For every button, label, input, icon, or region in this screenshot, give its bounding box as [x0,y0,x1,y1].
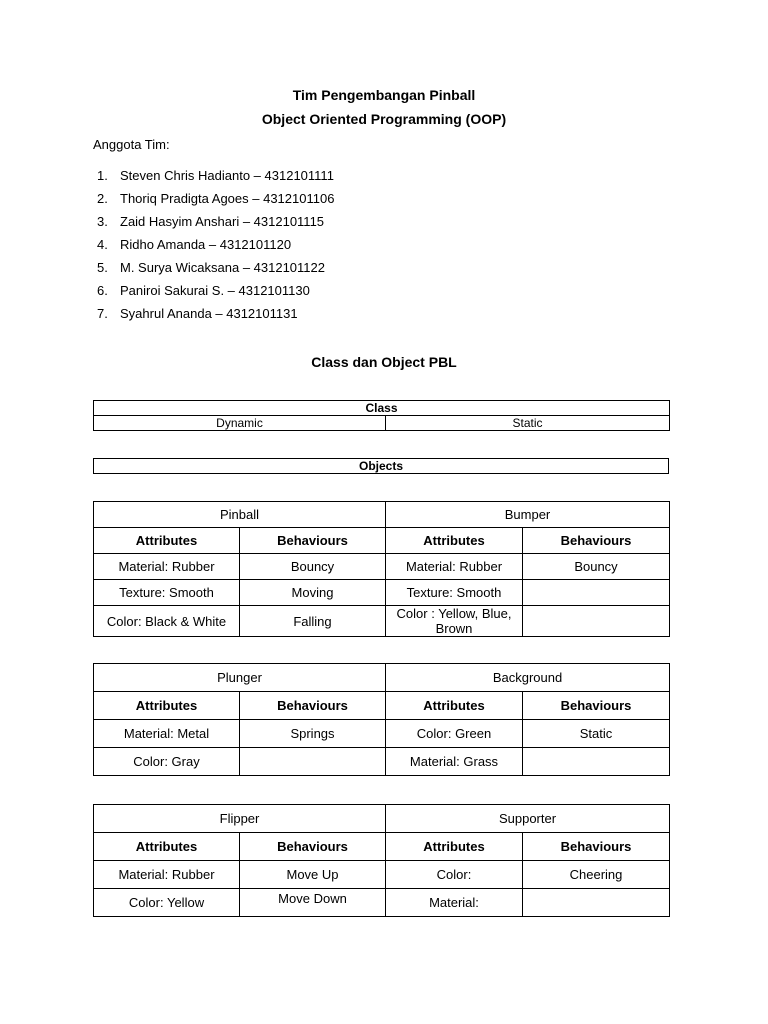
attributes-header: Attributes [386,833,523,861]
object-title-plunger: Plunger [94,664,386,692]
table-row [94,748,670,776]
behaviours-header: Behaviours [523,528,670,554]
list-item: 5. M. Surya Wicaksana – 4312101122 [97,260,325,275]
table-cell: Falling [240,606,386,637]
table-cell: Material: Rubber [386,554,523,580]
table-cell: Move Up [240,861,386,889]
list-item: 1. Steven Chris Hadianto – 4312101111 [97,168,334,183]
class-table [93,400,670,431]
table-row [94,861,670,889]
attributes-header: Attributes [94,833,240,861]
team-label: Anggota Tim: [93,137,170,152]
table-row [94,606,670,637]
table-cell: Texture: Smooth [386,580,523,606]
list-item: 3. Zaid Hasyim Anshari – 4312101115 [97,214,325,229]
table-cell: Color: Gray [94,748,240,776]
table-cell: Color: Black & White [94,606,240,637]
plunger-background-table [93,663,670,776]
table-cell [523,580,670,606]
behaviours-header: Behaviours [240,833,386,861]
list-item: 4. Ridho Amanda – 4312101120 [97,237,292,252]
object-title-flipper: Flipper [94,805,386,833]
table-cell: Cheering [523,861,670,889]
objects-table [93,458,669,474]
table-row [94,554,670,580]
behaviours-header: Behaviours [240,528,386,554]
list-item: 6. Paniroi Sakurai S. – 4312101130 [97,283,310,298]
document-title: Tim Pengembangan Pinball [292,87,476,103]
table-cell: Material: Grass [386,748,523,776]
class-header: Class [94,401,670,416]
behaviours-header: Behaviours [523,692,670,720]
table-cell [523,606,670,637]
table-cell: Moving [240,580,386,606]
list-item: 2. Thoriq Pradigta Agoes – 4312101106 [97,191,335,206]
table-cell: Color: Yellow [94,889,240,917]
table-cell: Bouncy [240,554,386,580]
attributes-header: Attributes [94,528,240,554]
section-title: Class dan Object PBL [311,354,457,370]
table-cell: Static [523,720,670,748]
table-cell: Color: Green [386,720,523,748]
object-title-bumper: Bumper [386,502,670,528]
table-cell: Move Down [240,889,386,917]
table-cell [523,889,670,917]
attributes-header: Attributes [386,692,523,720]
table-cell: Color : Yellow, Blue, Brown [386,606,523,637]
table-row [94,720,670,748]
table-cell [240,748,386,776]
flipper-supporter-table [93,804,670,917]
object-title-pinball: Pinball [94,502,386,528]
list-item: 7. Syahrul Ananda – 4312101131 [97,306,298,321]
class-static: Static [386,416,670,431]
table-cell: Texture: Smooth [94,580,240,606]
class-dynamic: Dynamic [94,416,386,431]
attributes-header: Attributes [386,528,523,554]
table-cell: Material: Metal [94,720,240,748]
document-subtitle: Object Oriented Programming (OOP) [261,111,507,127]
table-cell: Material: Rubber [94,861,240,889]
pinball-bumper-table [93,501,670,637]
attributes-header: Attributes [94,692,240,720]
team-member-list [93,167,334,328]
behaviours-header: Behaviours [523,833,670,861]
table-row [94,580,670,606]
object-title-supporter: Supporter [386,805,670,833]
table-cell: Material: [386,889,523,917]
table-cell [523,748,670,776]
table-cell: Springs [240,720,386,748]
table-cell: Bouncy [523,554,670,580]
behaviours-header: Behaviours [240,692,386,720]
table-cell: Color: [386,861,523,889]
table-cell: Material: Rubber [94,554,240,580]
table-row [94,889,670,917]
objects-header: Objects [94,459,669,474]
object-title-background: Background [386,664,670,692]
